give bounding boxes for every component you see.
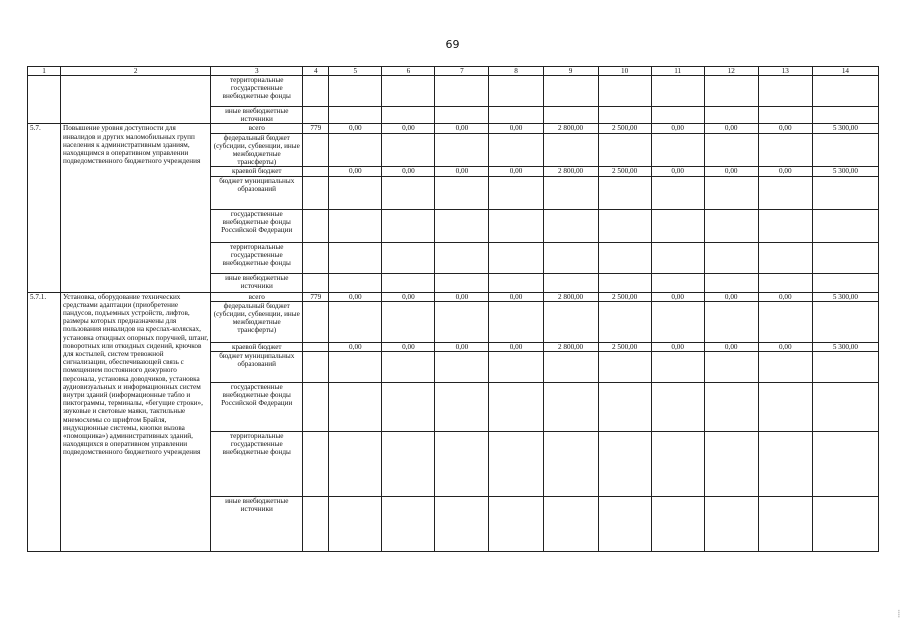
value-cell <box>704 383 758 432</box>
value-cell <box>651 133 704 167</box>
value-cell <box>812 76 878 107</box>
value-cell: 2 500,00 <box>598 124 651 133</box>
value-cell: 0,00 <box>489 124 543 133</box>
value-cell <box>435 273 489 292</box>
col4-cell: 779 <box>303 124 329 133</box>
value-cell <box>812 432 878 497</box>
value-cell <box>543 176 598 209</box>
value-cell: 0,00 <box>758 124 812 133</box>
value-cell <box>758 301 812 342</box>
value-cell <box>435 242 489 273</box>
value-cell <box>598 176 651 209</box>
value-cell <box>543 301 598 342</box>
value-cell <box>651 383 704 432</box>
value-cell <box>598 209 651 242</box>
value-cell <box>598 242 651 273</box>
source-cell: иные внебюджетные источники <box>211 497 303 552</box>
value-cell <box>543 242 598 273</box>
table-row <box>28 124 879 133</box>
value-cell <box>704 497 758 552</box>
col4-cell: 779 <box>303 292 329 301</box>
value-cell <box>598 352 651 383</box>
value-cell <box>812 497 878 552</box>
value-cell <box>758 432 812 497</box>
source-cell: федеральный бюджет (субсидии, субвенции, иные межбюджетные трансферты) <box>211 301 303 342</box>
value-cell <box>329 497 382 552</box>
value-cell <box>812 352 878 383</box>
value-cell: 2 500,00 <box>598 167 651 176</box>
value-cell: 5 300,00 <box>812 167 878 176</box>
column-header: 6 <box>382 67 435 76</box>
value-cell: 0,00 <box>704 124 758 133</box>
source-cell: иные внебюджетные источники <box>211 107 303 124</box>
value-cell <box>435 383 489 432</box>
value-cell <box>435 107 489 124</box>
value-cell: 0,00 <box>382 342 435 351</box>
value-cell <box>382 242 435 273</box>
header-row <box>28 67 879 76</box>
value-cell <box>758 133 812 167</box>
value-cell: 0,00 <box>758 342 812 351</box>
value-cell: 0,00 <box>489 167 543 176</box>
source-cell: краевой бюджет <box>211 167 303 176</box>
col4-cell <box>303 176 329 209</box>
column-header: 11 <box>651 67 704 76</box>
value-cell <box>598 133 651 167</box>
column-header: 1 <box>28 67 61 76</box>
col4-cell <box>303 301 329 342</box>
value-cell: 0,00 <box>758 167 812 176</box>
value-cell <box>812 301 878 342</box>
value-cell <box>812 242 878 273</box>
value-cell <box>812 107 878 124</box>
col4-cell <box>303 497 329 552</box>
source-cell: государственные внебюджетные фонды Российской Федерации <box>211 383 303 432</box>
value-cell <box>329 107 382 124</box>
column-header: 8 <box>489 67 543 76</box>
value-cell: 2 800,00 <box>543 167 598 176</box>
continuation-row <box>28 76 879 107</box>
section-name: Повышение уровня доступности для инвалидов и других маломобильных групп населения к административным зданиям, находящимся в оперативном управлении подведомственного бюджетного учреждения <box>61 124 211 292</box>
value-cell <box>382 133 435 167</box>
value-cell <box>435 432 489 497</box>
value-cell <box>382 432 435 497</box>
value-cell: 0,00 <box>489 342 543 351</box>
value-cell <box>543 383 598 432</box>
source-cell: федеральный бюджет (субсидии, субвенции, иные межбюджетные трансферты) <box>211 133 303 167</box>
value-cell <box>651 242 704 273</box>
value-cell <box>812 133 878 167</box>
scan-edge-mark: ┊ <box>896 610 901 618</box>
value-cell <box>489 133 543 167</box>
value-cell <box>489 107 543 124</box>
name-cell <box>61 76 211 124</box>
value-cell <box>651 432 704 497</box>
column-header: 4 <box>303 67 329 76</box>
value-cell: 2 500,00 <box>598 292 651 301</box>
section-name: Установка, оборудование технических средствами адаптации (приобретение пандусов, подъемных устройств, лифтов, размеры которых предназначены для пользования инвалидов на креслах-колясках, установка откидных опорных поручней, штанг, поворотных или откидных сидений, крючков для костылей, систем тревожной сигнализации, обеспечивающей связь с помещением постоянного дежурного персонала, установка доводчиков, установка аудиовизуальных и информационных систем внутри зданий (информационные табло и пиктограммы, терминалы, «бегущие строки», звуковые и световые маяки, тактильные мнемосхемы со шрифтом Брайля, индукционные системы, кнопки вызова «помощника») административных зданий, находящихся в оперативном управлении подведомственного бюджетного учреждения <box>61 292 211 551</box>
value-cell: 0,00 <box>382 292 435 301</box>
value-cell <box>651 352 704 383</box>
source-cell: иные внебюджетные источники <box>211 273 303 292</box>
value-cell <box>489 497 543 552</box>
value-cell: 5 300,00 <box>812 124 878 133</box>
value-cell: 0,00 <box>435 167 489 176</box>
value-cell <box>489 273 543 292</box>
page-number: 69 <box>445 38 460 51</box>
value-cell <box>382 107 435 124</box>
value-cell <box>704 273 758 292</box>
value-cell: 0,00 <box>651 342 704 351</box>
value-cell <box>435 76 489 107</box>
value-cell <box>435 352 489 383</box>
value-cell <box>329 76 382 107</box>
column-header: 2 <box>61 67 211 76</box>
value-cell: 0,00 <box>651 167 704 176</box>
value-cell: 0,00 <box>704 167 758 176</box>
value-cell <box>303 107 329 124</box>
value-cell <box>758 383 812 432</box>
value-cell: 2 800,00 <box>543 124 598 133</box>
value-cell: 2 800,00 <box>543 292 598 301</box>
value-cell <box>382 383 435 432</box>
value-cell <box>812 273 878 292</box>
value-cell <box>435 209 489 242</box>
column-header: 7 <box>435 67 489 76</box>
value-cell <box>758 76 812 107</box>
source-cell: краевой бюджет <box>211 342 303 351</box>
column-header: 5 <box>329 67 382 76</box>
value-cell <box>758 242 812 273</box>
value-cell <box>704 301 758 342</box>
value-cell <box>758 352 812 383</box>
col4-cell <box>303 342 329 351</box>
column-header: 10 <box>598 67 651 76</box>
code-cell <box>28 76 61 124</box>
value-cell <box>543 352 598 383</box>
column-header: 12 <box>704 67 758 76</box>
value-cell <box>382 176 435 209</box>
value-cell <box>598 301 651 342</box>
value-cell <box>651 107 704 124</box>
value-cell <box>704 209 758 242</box>
value-cell <box>598 497 651 552</box>
value-cell <box>704 176 758 209</box>
col4-cell <box>303 209 329 242</box>
value-cell <box>543 76 598 107</box>
value-cell: 2 500,00 <box>598 342 651 351</box>
value-cell <box>758 107 812 124</box>
value-cell <box>489 432 543 497</box>
value-cell <box>303 76 329 107</box>
table-row <box>28 292 879 301</box>
value-cell <box>758 273 812 292</box>
value-cell <box>382 497 435 552</box>
value-cell: 0,00 <box>329 167 382 176</box>
value-cell <box>651 176 704 209</box>
value-cell <box>489 383 543 432</box>
column-header: 14 <box>812 67 878 76</box>
value-cell <box>489 242 543 273</box>
value-cell: 5 300,00 <box>812 342 878 351</box>
value-cell <box>704 76 758 107</box>
value-cell <box>651 497 704 552</box>
value-cell: 0,00 <box>435 292 489 301</box>
value-cell <box>758 209 812 242</box>
value-cell: 0,00 <box>651 124 704 133</box>
value-cell: 0,00 <box>382 124 435 133</box>
section-code: 5.7. <box>28 124 61 292</box>
source-cell: всего <box>211 292 303 301</box>
value-cell <box>489 76 543 107</box>
value-cell <box>598 273 651 292</box>
col4-cell <box>303 383 329 432</box>
source-cell: территориальные государственные внебюджетные фонды <box>211 432 303 497</box>
column-header: 9 <box>543 67 598 76</box>
value-cell: 2 800,00 <box>543 342 598 351</box>
value-cell <box>598 383 651 432</box>
value-cell <box>382 209 435 242</box>
value-cell <box>543 209 598 242</box>
value-cell <box>489 209 543 242</box>
budget-table <box>27 66 879 552</box>
value-cell <box>329 432 382 497</box>
value-cell <box>329 383 382 432</box>
value-cell <box>651 301 704 342</box>
value-cell <box>812 176 878 209</box>
value-cell <box>435 176 489 209</box>
value-cell <box>329 133 382 167</box>
value-cell <box>489 352 543 383</box>
value-cell <box>651 76 704 107</box>
value-cell <box>543 432 598 497</box>
source-cell: всего <box>211 124 303 133</box>
value-cell <box>598 107 651 124</box>
source-cell: бюджет муниципальных образований <box>211 176 303 209</box>
value-cell <box>651 209 704 242</box>
value-cell: 0,00 <box>489 292 543 301</box>
col4-cell <box>303 352 329 383</box>
source-cell: территориальные государственные внебюджетные фонды <box>211 242 303 273</box>
value-cell <box>812 383 878 432</box>
value-cell <box>382 301 435 342</box>
col4-cell <box>303 242 329 273</box>
value-cell: 0,00 <box>382 167 435 176</box>
value-cell <box>758 497 812 552</box>
source-cell: бюджет муниципальных образований <box>211 352 303 383</box>
value-cell <box>329 209 382 242</box>
value-cell <box>329 273 382 292</box>
value-cell <box>489 176 543 209</box>
value-cell <box>329 242 382 273</box>
value-cell: 0,00 <box>329 342 382 351</box>
value-cell <box>704 242 758 273</box>
value-cell <box>435 497 489 552</box>
value-cell <box>543 107 598 124</box>
value-cell <box>489 301 543 342</box>
value-cell <box>382 273 435 292</box>
col4-cell <box>303 273 329 292</box>
col4-cell <box>303 167 329 176</box>
value-cell <box>543 497 598 552</box>
value-cell <box>812 209 878 242</box>
value-cell: 0,00 <box>704 342 758 351</box>
value-cell: 0,00 <box>435 124 489 133</box>
value-cell: 5 300,00 <box>812 292 878 301</box>
col4-cell <box>303 432 329 497</box>
section-code: 5.7.1. <box>28 292 61 551</box>
value-cell <box>651 273 704 292</box>
value-cell: 0,00 <box>758 292 812 301</box>
value-cell: 0,00 <box>435 342 489 351</box>
column-header: 13 <box>758 67 812 76</box>
value-cell <box>704 107 758 124</box>
value-cell <box>704 133 758 167</box>
value-cell <box>704 352 758 383</box>
source-cell: государственные внебюджетные фонды Российской Федерации <box>211 209 303 242</box>
value-cell <box>329 176 382 209</box>
value-cell <box>382 76 435 107</box>
value-cell <box>435 301 489 342</box>
value-cell <box>329 352 382 383</box>
value-cell: 0,00 <box>704 292 758 301</box>
value-cell: 0,00 <box>329 292 382 301</box>
value-cell <box>758 176 812 209</box>
value-cell: 0,00 <box>329 124 382 133</box>
value-cell <box>598 76 651 107</box>
value-cell <box>382 352 435 383</box>
value-cell <box>543 133 598 167</box>
col4-cell <box>303 133 329 167</box>
value-cell <box>435 133 489 167</box>
value-cell <box>543 273 598 292</box>
value-cell: 0,00 <box>651 292 704 301</box>
value-cell <box>329 301 382 342</box>
source-cell: территориальные государственные внебюджетные фонды <box>211 76 303 107</box>
column-header: 3 <box>211 67 303 76</box>
value-cell <box>704 432 758 497</box>
value-cell <box>598 432 651 497</box>
